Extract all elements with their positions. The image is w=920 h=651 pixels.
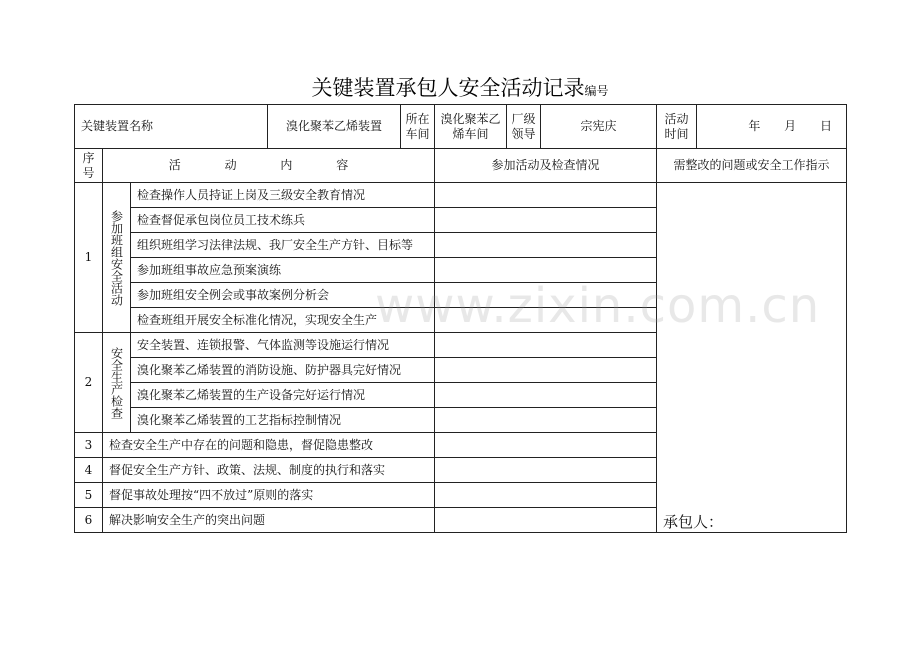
rectification-header: 需整改的问题或安全工作指示 — [657, 149, 847, 183]
row-seq: 5 — [75, 483, 103, 508]
participation-cell[interactable] — [435, 308, 657, 333]
document-title — [0, 72, 920, 102]
seq-header: 序号 — [75, 149, 103, 183]
participation-header: 参加活动及检查情况 — [435, 149, 657, 183]
row-seq: 3 — [75, 433, 103, 458]
leader-label: 厂级领导 — [507, 105, 541, 149]
participation-cell[interactable] — [435, 208, 657, 233]
item-text: 组织班组学习法律法规、我厂安全生产方针、目标等 — [131, 233, 435, 258]
group-category — [103, 183, 131, 333]
participation-cell[interactable] — [435, 358, 657, 383]
rectification-cell[interactable] — [657, 183, 847, 533]
header-row — [75, 105, 847, 149]
participation-cell[interactable] — [435, 458, 657, 483]
group-category — [103, 333, 131, 433]
workshop-label: 所在车间 — [401, 105, 435, 149]
column-header-row — [75, 149, 847, 183]
time-label: 活动时间 — [657, 105, 697, 149]
item-text: 参加班组事故应急预案演练 — [131, 258, 435, 283]
content-header: 活 动 内 容 — [103, 149, 435, 183]
participation-cell[interactable] — [435, 183, 657, 208]
watermark: www.zixin.com.cn — [375, 278, 821, 334]
device-name-label: 关键装置名称 — [75, 105, 268, 149]
group-category-text: 安全生产检查 — [109, 346, 124, 419]
group-seq: 1 — [75, 183, 103, 333]
row-seq: 4 — [75, 458, 103, 483]
item-text: 参加班组安全例会或事故案例分析会 — [131, 283, 435, 308]
item-text: 安全装置、连锁报警、气体监测等设施运行情况 — [131, 333, 435, 358]
participation-cell[interactable] — [435, 333, 657, 358]
participation-cell[interactable] — [435, 283, 657, 308]
leader-value: 宗宪庆 — [541, 105, 657, 149]
item-text: 溴化聚苯乙烯装置的工艺指标控制情况 — [131, 408, 435, 433]
row-text: 检查安全生产中存在的问题和隐患，督促隐患整改 — [103, 433, 435, 458]
item-text: 检查操作人员持证上岗及三级安全教育情况 — [131, 183, 435, 208]
participation-cell[interactable] — [435, 433, 657, 458]
title-main: 关键装置承包人安全活动记录 — [311, 76, 585, 100]
participation-cell[interactable] — [435, 258, 657, 283]
table-row — [75, 183, 847, 208]
device-name-value: 溴化聚苯乙烯装置 — [268, 105, 401, 149]
item-text: 溴化聚苯乙烯装置的消防设施、防护器具完好情况 — [131, 358, 435, 383]
signature-label: 承包人： — [663, 513, 724, 531]
time-value: 年 月 日 — [697, 105, 847, 149]
group-category-text: 参加班组安全活动 — [109, 209, 124, 306]
item-text: 检查督促承包岗位员工技术练兵 — [131, 208, 435, 233]
participation-cell[interactable] — [435, 233, 657, 258]
group-seq: 2 — [75, 333, 103, 433]
participation-cell[interactable] — [435, 383, 657, 408]
item-text: 溴化聚苯乙烯装置的生产设备完好运行情况 — [131, 383, 435, 408]
workshop-value: 溴化聚苯乙烯车间 — [435, 105, 507, 149]
title-number-label: 编号 — [584, 84, 609, 98]
row-text: 督促事故处理按“四不放过”原则的落实 — [103, 483, 435, 508]
participation-cell[interactable] — [435, 408, 657, 433]
activity-record-table — [74, 104, 847, 533]
item-text: 检查班组开展安全标准化情况，实现安全生产 — [131, 308, 435, 333]
row-text: 解决影响安全生产的突出问题 — [103, 508, 435, 533]
participation-cell[interactable] — [435, 508, 657, 533]
row-text: 督促安全生产方针、政策、法规、制度的执行和落实 — [103, 458, 435, 483]
participation-cell[interactable] — [435, 483, 657, 508]
row-seq: 6 — [75, 508, 103, 533]
